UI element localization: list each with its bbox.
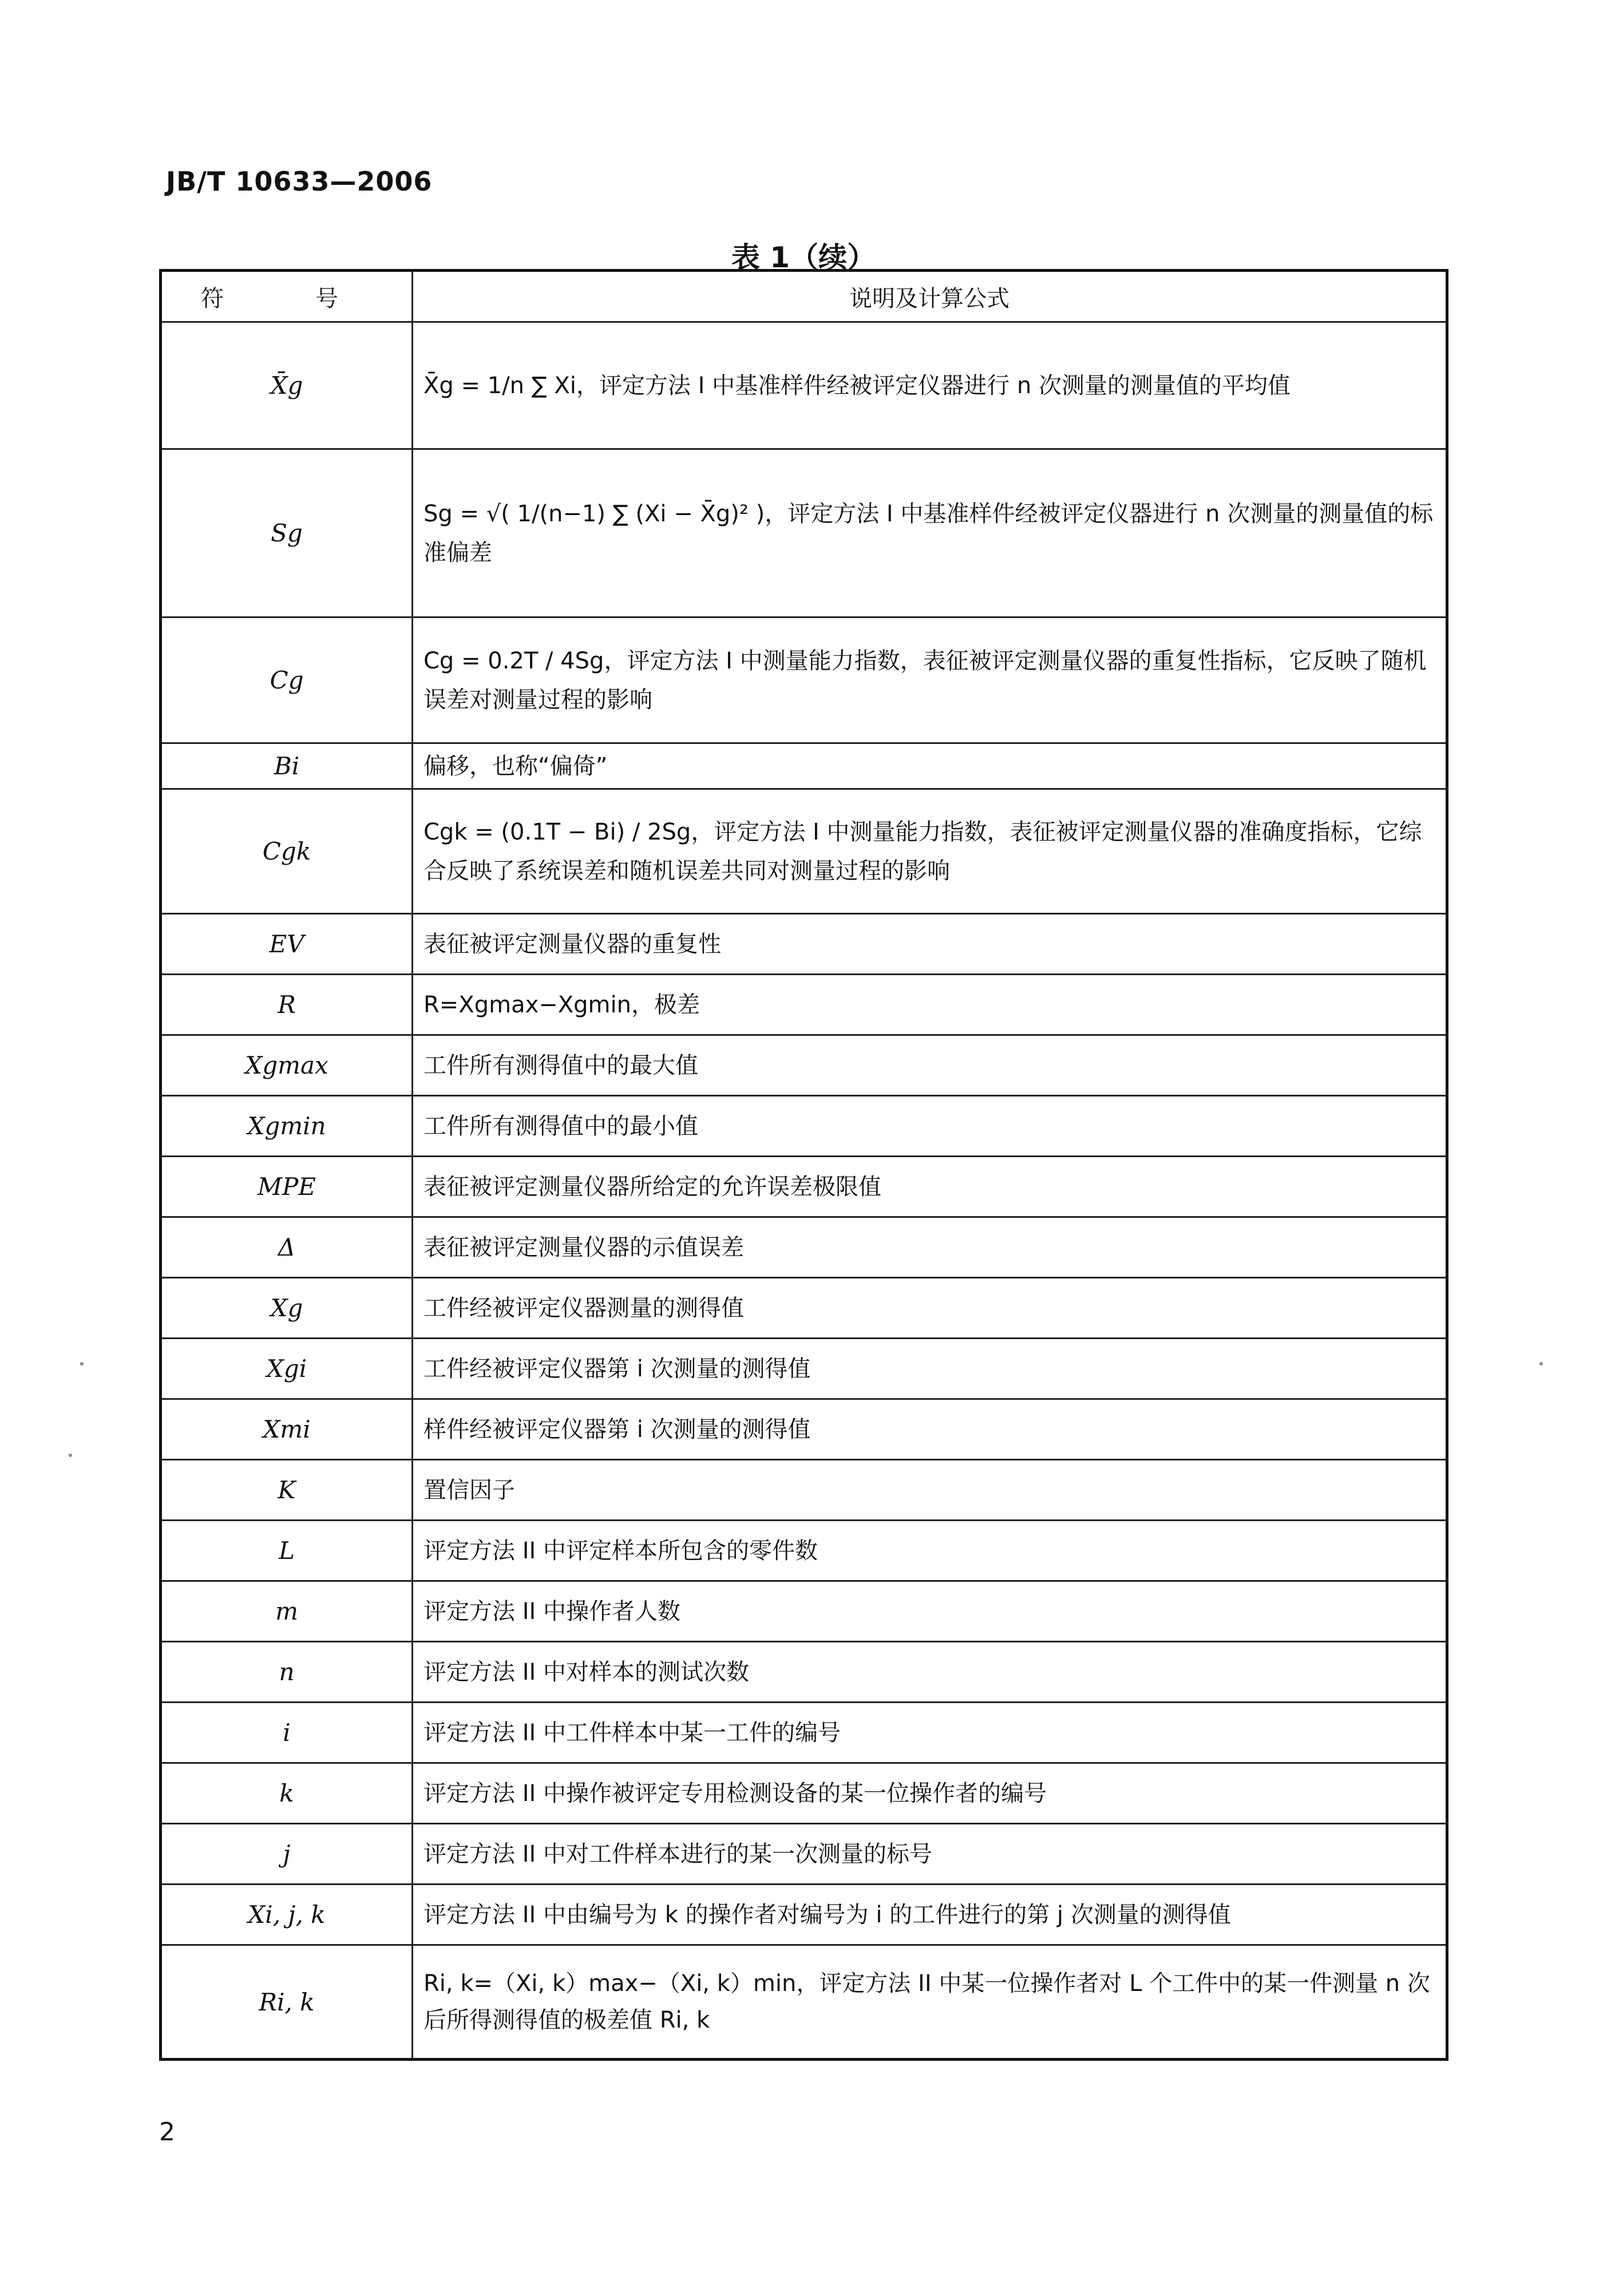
- symbol-cell: MPE: [161, 1157, 413, 1217]
- description-cell: Cgk = (0.1T − Bi) / 2Sg，评定方法 I 中测量能力指数，表征被评定测量仪器的准确度指标，它综合反映了系统误差和随机误差共同对测量过程的影响: [413, 789, 1447, 914]
- table-row: [161, 617, 1447, 743]
- page-number: 2: [159, 2117, 175, 2147]
- table-row: [161, 914, 1447, 975]
- table-row: [161, 1581, 1447, 1642]
- scan-speck: [1539, 1362, 1543, 1365]
- table-row: [161, 743, 1447, 789]
- description-cell: 置信因子: [413, 1460, 1447, 1521]
- description-cell: 工件经被评定仪器测量的测得值: [413, 1278, 1447, 1339]
- description-cell: 评定方法 II 中对工件样本进行的某一次测量的标号: [413, 1824, 1447, 1885]
- symbol-cell: EV: [161, 914, 413, 975]
- symbol-cell: Bi: [161, 743, 413, 789]
- table-row: [161, 1035, 1447, 1096]
- symbol-cell: j: [161, 1824, 413, 1885]
- column-header-description: 说明及计算公式: [413, 271, 1447, 322]
- table-header-row: [161, 271, 1447, 322]
- table-row: [161, 1763, 1447, 1824]
- description-cell: 评定方法 II 中操作被评定专用检测设备的某一位操作者的编号: [413, 1763, 1447, 1824]
- description-cell: 表征被评定测量仪器的示值误差: [413, 1217, 1447, 1278]
- table-row: [161, 1885, 1447, 1945]
- symbol-cell: Xg: [161, 1278, 413, 1339]
- symbol-cell: Cg: [161, 617, 413, 743]
- table-row: [161, 1521, 1447, 1581]
- symbol-cell: m: [161, 1581, 413, 1642]
- symbol-cell: Δ: [161, 1217, 413, 1278]
- symbol-cell: Xgmax: [161, 1035, 413, 1096]
- symbol-table: [159, 269, 1448, 2061]
- table-row: [161, 322, 1447, 449]
- description-cell: 工件所有测得值中的最小值: [413, 1096, 1447, 1157]
- column-header-symbol: 符 号: [161, 271, 413, 322]
- description-cell: Cg = 0.2T / 4Sg，评定方法 I 中测量能力指数，表征被评定测量仪器的重复性指标，它反映了随机误差对测量过程的影响: [413, 617, 1447, 743]
- table-row: [161, 1096, 1447, 1157]
- scan-speck: [80, 1362, 84, 1365]
- description-cell: Ri, k=（Xi, k）max−（Xi, k）min，评定方法 II 中某一位操作者对 L 个工件中的某一件测量 n 次后所得测得值的极差值 Ri, k: [413, 1945, 1447, 2060]
- description-cell: 评定方法 II 中由编号为 k 的操作者对编号为 i 的工件进行的第 j 次测量的测得值: [413, 1885, 1447, 1945]
- table-row: [161, 1217, 1447, 1278]
- symbol-cell: Xgi: [161, 1339, 413, 1399]
- symbol-cell: Sg: [161, 449, 413, 617]
- table-title: 表 1（续）: [731, 241, 876, 274]
- symbol-cell: L: [161, 1521, 413, 1581]
- table-row: [161, 1460, 1447, 1521]
- description-cell: 评定方法 II 中操作者人数: [413, 1581, 1447, 1642]
- table-row: [161, 975, 1447, 1035]
- table-row: [161, 789, 1447, 914]
- table-row: [161, 1642, 1447, 1703]
- description-cell: 评定方法 II 中对样本的测试次数: [413, 1642, 1447, 1703]
- description-cell: 工件经被评定仪器第 i 次测量的测得值: [413, 1339, 1447, 1399]
- description-cell: 评定方法 II 中评定样本所包含的零件数: [413, 1521, 1447, 1581]
- table-row: [161, 1703, 1447, 1763]
- description-cell: 表征被评定测量仪器所给定的允许误差极限值: [413, 1157, 1447, 1217]
- description-cell: 偏移，也称“偏倚”: [413, 743, 1447, 789]
- symbol-cell: Cgk: [161, 789, 413, 914]
- standard-code: JB/T 10633—2006: [166, 166, 433, 197]
- table-row: [161, 449, 1447, 617]
- symbol-cell: n: [161, 1642, 413, 1703]
- symbol-cell: Xmi: [161, 1399, 413, 1460]
- description-cell: X̄g = 1/n ∑ Xi，评定方法 I 中基准样件经被评定仪器进行 n 次测量的测量值的平均值: [413, 322, 1447, 449]
- symbol-cell: k: [161, 1763, 413, 1824]
- symbol-cell: i: [161, 1703, 413, 1763]
- description-cell: 表征被评定测量仪器的重复性: [413, 914, 1447, 975]
- table-row: [161, 1945, 1447, 2060]
- table-row: [161, 1157, 1447, 1217]
- symbol-cell: X̄g: [161, 322, 413, 449]
- description-cell: R=Xgmax−Xgmin，极差: [413, 975, 1447, 1035]
- description-cell: 样件经被评定仪器第 i 次测量的测得值: [413, 1399, 1447, 1460]
- description-cell: 工件所有测得值中的最大值: [413, 1035, 1447, 1096]
- table-row: [161, 1278, 1447, 1339]
- symbol-cell: R: [161, 975, 413, 1035]
- symbol-cell: Xgmin: [161, 1096, 413, 1157]
- symbol-cell: Ri, k: [161, 1945, 413, 2060]
- description-cell: 评定方法 II 中工件样本中某一工件的编号: [413, 1703, 1447, 1763]
- table-row: [161, 1399, 1447, 1460]
- symbol-cell: K: [161, 1460, 413, 1521]
- table-row: [161, 1339, 1447, 1399]
- symbol-cell: Xi, j, k: [161, 1885, 413, 1945]
- description-cell: Sg = √( 1/(n−1) ∑ (Xi − X̄g)² )，评定方法 I 中基准样件经被评定仪器进行 n 次测量的测量值的标准偏差: [413, 449, 1447, 617]
- scan-speck: [69, 1454, 72, 1457]
- table-row: [161, 1824, 1447, 1885]
